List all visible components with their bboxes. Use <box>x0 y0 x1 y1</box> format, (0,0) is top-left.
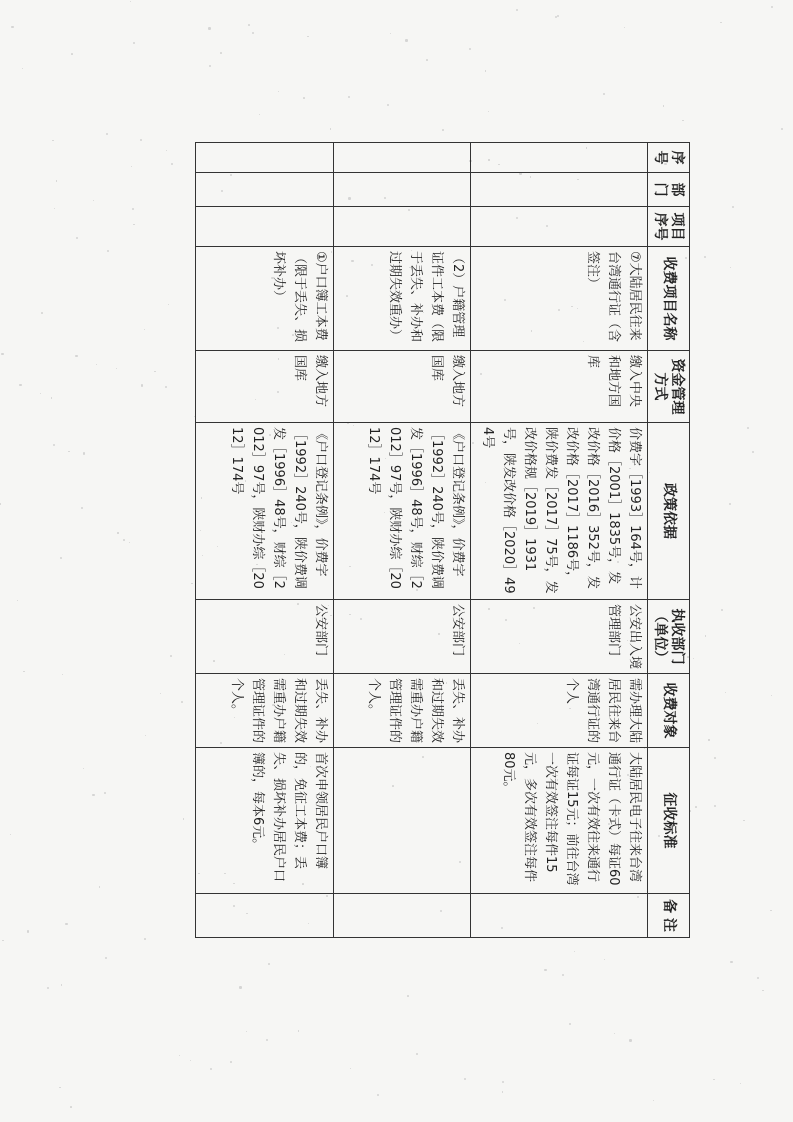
scan-speck <box>350 1068 351 1069</box>
scan-speck <box>488 111 489 112</box>
scan-speck <box>1 353 3 355</box>
scan-speck <box>544 969 546 971</box>
scan-speck <box>165 386 167 388</box>
scan-speck <box>268 963 270 965</box>
cell-remark <box>334 894 471 938</box>
scan-speck <box>663 105 665 107</box>
scan-speck <box>19 384 21 386</box>
scan-speck <box>183 818 184 819</box>
scan-speck <box>743 820 745 822</box>
scan-speck <box>96 364 97 365</box>
header-item-name: 收费项目名称 <box>648 247 690 351</box>
scan-speck <box>416 1053 418 1055</box>
scan-speck <box>725 692 726 693</box>
scan-speck <box>129 542 130 543</box>
scan-speck <box>54 208 55 209</box>
header-collector: 执收部门（单位） <box>648 600 690 674</box>
header-policy: 政策依据 <box>648 423 690 600</box>
scan-speck <box>729 503 731 505</box>
scan-speck <box>22 68 23 69</box>
scan-speck <box>168 304 169 305</box>
header-dept: 部门 <box>648 173 690 207</box>
header-target: 收费对象 <box>648 674 690 748</box>
scan-speck <box>762 990 764 992</box>
table-row <box>196 143 334 938</box>
scan-speck <box>59 1087 61 1089</box>
cell-item-name: （2）户籍管理证件工本费（限于丢失、补办和过期失效重办） <box>334 247 471 351</box>
scan-speck <box>259 114 260 115</box>
scan-speck <box>107 250 109 252</box>
scan-speck <box>555 16 557 18</box>
scan-speck <box>730 267 731 268</box>
cell-standard: 首次申领居民户口簿的，免征工本费；丢失、损坏补办居民户口簿的，每本6元。 <box>196 748 334 894</box>
scan-speck <box>144 329 145 330</box>
scan-speck <box>708 739 709 740</box>
scan-speck <box>171 163 173 165</box>
scan-speck <box>502 1091 503 1092</box>
scan-speck <box>130 1 131 2</box>
scan-speck <box>23 671 24 672</box>
scan-speck <box>160 693 161 694</box>
cell-item-name: ⑦大陆居民往来台湾通行证（含签注） <box>471 247 648 351</box>
scan-speck <box>81 507 83 509</box>
scan-speck <box>75 355 77 357</box>
cell-fund-mode: 缴入地方国库 <box>334 351 471 423</box>
scan-speck <box>387 104 389 106</box>
scan-speck <box>278 91 279 92</box>
scan-speck <box>377 1094 379 1096</box>
scan-speck <box>557 15 559 17</box>
table-row <box>334 143 471 938</box>
scan-speck <box>27 930 29 932</box>
scan-speck <box>330 128 331 129</box>
cell-item-seq <box>196 207 334 247</box>
scan-speck <box>133 42 135 44</box>
scan-speck <box>166 150 167 151</box>
scan-speck <box>730 961 732 963</box>
header-row <box>648 143 690 938</box>
cell-policy: 《户口登记条例》，价费字［1992］240号，陕价费调发［1996］48号，财综［2012］97号，陕财办综［2012］174号 <box>334 423 471 600</box>
cell-seq <box>334 143 471 173</box>
scan-speck <box>682 120 684 122</box>
scan-speck <box>70 1106 72 1108</box>
cell-target: 需办理大陆居民往来台湾通行证的个人 <box>471 674 648 748</box>
cell-item-seq <box>471 207 648 247</box>
scan-speck <box>713 1079 715 1081</box>
scan-speck <box>116 368 117 369</box>
cell-item-seq <box>334 207 471 247</box>
scan-speck <box>61 984 63 986</box>
scan-speck <box>562 974 564 976</box>
scan-speck <box>11 26 13 28</box>
scan-speck <box>62 674 64 676</box>
cell-policy: 价费字［1993］164号，计价格［2001］1835号，发改价格［2016］352号，发改价格［2017］1186号，陕价费发［2017］75号，发改价格规［2019］1931号，陕发改价格［2020］494号 <box>471 423 648 600</box>
scan-speck <box>51 397 53 399</box>
scan-speck <box>105 957 107 959</box>
scan-speck <box>132 208 134 210</box>
scan-speck <box>145 735 147 737</box>
scan-speck <box>604 959 605 960</box>
cell-remark <box>196 894 334 938</box>
cell-seq <box>471 143 648 173</box>
scan-speck <box>141 384 143 386</box>
scan-speck <box>17 600 18 601</box>
scan-speck <box>40 393 41 394</box>
scan-speck <box>47 987 49 989</box>
fee-table <box>195 142 690 938</box>
scan-speck <box>747 427 749 429</box>
scan-speck <box>179 1055 180 1056</box>
scan-speck <box>390 33 391 34</box>
scan-speck <box>348 96 350 98</box>
header-item-seq: 项目序号 <box>648 207 690 247</box>
cell-collector: 公安出入境管理部门 <box>471 600 648 674</box>
scan-speck <box>407 995 409 997</box>
scan-speck <box>123 539 125 541</box>
scan-speck <box>140 139 142 141</box>
scan-speck <box>209 65 211 67</box>
scan-speck <box>220 52 222 54</box>
scan-speck <box>603 93 605 95</box>
scan-speck <box>695 806 697 808</box>
scan-speck <box>104 792 106 794</box>
scan-speck <box>574 951 575 952</box>
scan-speck <box>714 757 716 759</box>
scan-speck <box>464 1078 466 1080</box>
fee-table-page-rotated <box>196 142 690 937</box>
scan-speck <box>721 609 723 611</box>
header-remark: 备 注 <box>648 894 690 938</box>
cell-dept <box>196 173 334 207</box>
header-fund-mode: 资金管理方式 <box>648 351 690 423</box>
scan-speck <box>208 27 210 29</box>
table-row <box>471 143 648 938</box>
scan-speck <box>2 940 3 941</box>
scan-speck <box>732 206 734 208</box>
scan-speck <box>181 701 183 703</box>
scan-speck <box>252 32 254 34</box>
scan-speck <box>239 986 241 988</box>
scan-speck <box>426 59 428 61</box>
cell-target: 丢失、补办和过期失效需重办户籍管理证件的个人。 <box>334 674 471 748</box>
scan-speck <box>52 140 54 142</box>
scan-speck <box>770 910 771 911</box>
scan-speck <box>68 451 70 453</box>
scan-speck <box>154 371 155 372</box>
scan-speck <box>740 1083 741 1084</box>
scan-speck <box>117 532 118 533</box>
scan-speck <box>65 923 67 925</box>
scan-speck <box>230 1061 232 1063</box>
cell-remark <box>471 894 648 938</box>
scan-speck <box>56 180 57 181</box>
cell-dept <box>471 173 648 207</box>
header-standard: 征收标准 <box>648 748 690 894</box>
scan-speck <box>653 1100 654 1101</box>
scan-speck <box>266 1039 268 1041</box>
scan-speck <box>705 635 707 637</box>
scan-speck <box>704 256 706 258</box>
scan-speck <box>714 805 716 807</box>
scan-speck <box>144 938 146 940</box>
scan-speck <box>170 655 172 657</box>
scan-speck <box>720 22 722 24</box>
scan-speck <box>442 129 444 131</box>
cell-seq <box>196 143 334 173</box>
scan-speck <box>131 166 132 167</box>
scan-speck <box>781 128 783 130</box>
scan-speck <box>190 1060 191 1061</box>
scan-speck <box>83 452 85 454</box>
scan-speck <box>771 6 773 8</box>
header-seq: 序号 <box>648 143 690 173</box>
cell-standard <box>334 748 471 894</box>
cell-target: 丢失、补办和过期失效需重办户籍管理证件的个人。 <box>196 674 334 748</box>
scan-speck <box>71 53 73 55</box>
scan-speck <box>771 695 772 696</box>
scan-speck <box>303 97 305 99</box>
scan-speck <box>60 557 62 559</box>
scan-speck <box>502 1081 504 1083</box>
scan-speck <box>752 451 754 453</box>
scan-speck <box>469 48 471 50</box>
scan-speck <box>757 977 759 979</box>
cell-collector: 公安部门 <box>334 600 471 674</box>
scan-speck <box>76 237 78 239</box>
scan-speck <box>10 834 11 835</box>
scan-speck <box>405 39 407 41</box>
scan-speck <box>92 794 94 796</box>
scan-speck <box>83 768 84 769</box>
scan-speck <box>298 1030 299 1031</box>
cell-collector: 公安部门 <box>196 600 334 674</box>
scan-speck <box>614 1033 615 1034</box>
scan-speck <box>248 24 250 26</box>
scan-speck <box>191 583 192 584</box>
scan-speck <box>516 9 518 11</box>
scan-speck <box>569 1023 571 1025</box>
scan-speck <box>106 133 108 135</box>
scan-speck <box>41 312 43 314</box>
cell-fund-mode: 缴入中央和地方国库 <box>471 351 648 423</box>
scan-speck <box>485 70 486 71</box>
cell-dept <box>334 173 471 207</box>
scan-speck <box>629 1039 631 1041</box>
scan-speck <box>210 1068 212 1070</box>
cell-standard: 大陆居民电子往来台湾通行证（卡式）每证60元，一次有效往来通行证每证15元；前往台湾一次有效签注每件15元，多次有效签注每件80元。 <box>471 748 648 894</box>
scan-speck <box>133 224 135 226</box>
scan-speck <box>99 886 101 888</box>
scan-speck <box>93 200 94 201</box>
cell-fund-mode: 缴入地方国库 <box>196 351 334 423</box>
scan-speck <box>0 503 1 504</box>
cell-policy: 《户口登记条例》，价费字［1992］240号，陕价费调发［1996］48号，财综［2012］97号，陕财办综［2012］174号 <box>196 423 334 600</box>
scan-speck <box>307 36 308 37</box>
scan-speck <box>53 444 55 446</box>
cell-item-name: ①户口簿工本费（限于丢失、损坏补办） <box>196 247 334 351</box>
scan-speck <box>624 27 625 28</box>
scan-speck <box>246 1031 247 1032</box>
scan-speck <box>693 658 694 659</box>
